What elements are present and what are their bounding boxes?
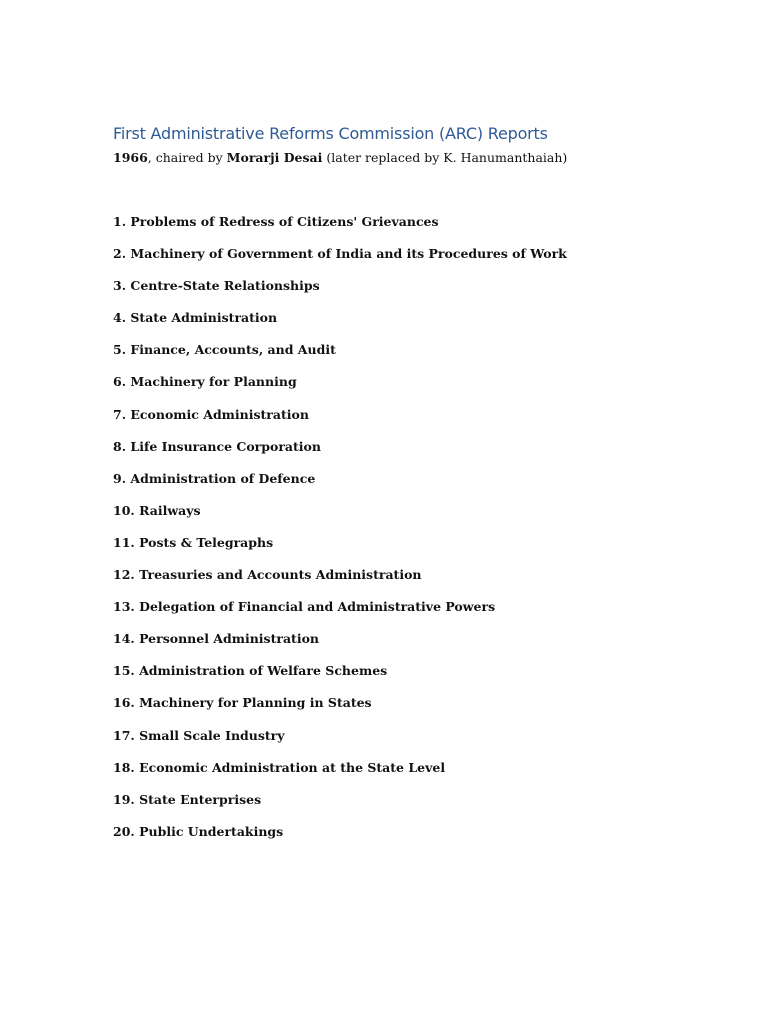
report-item: 17. Small Scale Industry [113, 727, 285, 743]
report-item: 3. Centre-State Relationships [113, 278, 320, 294]
report-item: 7. Economic Administration [113, 406, 309, 422]
subtitle-text-chaired: , chaired by [147, 150, 227, 165]
report-item: 9. Administration of Defence [113, 470, 316, 486]
report-item: 12. Treasuries and Accounts Administration [113, 567, 422, 583]
report-item: 5. Finance, Accounts, and Audit [113, 342, 336, 358]
report-item: 6. Machinery for Planning [113, 374, 297, 390]
report-item: 14. Personnel Administration [113, 631, 319, 647]
report-item: 18. Economic Administration at the State Level [113, 759, 446, 775]
report-item: 19. State Enterprises [113, 791, 262, 807]
document-subtitle [113, 150, 567, 165]
subtitle-year: 1966 [113, 150, 148, 165]
subtitle-text-replaced: (later replaced by K. Hanumanthaiah) [322, 150, 568, 165]
report-item: 2. Machinery of Government of India and its Procedures of Work [113, 246, 567, 262]
subtitle-chair-name: Morarji Desai [226, 150, 323, 165]
report-item: 10. Railways [113, 502, 201, 518]
document-title: First Administrative Reforms Commission (ARC) Reports [113, 124, 548, 143]
report-item: 20. Public Undertakings [113, 823, 284, 839]
report-item: 4. State Administration [113, 310, 278, 326]
report-item: 1. Problems of Redress of Citizens' Grievances [113, 214, 439, 229]
report-item: 11. Posts & Telegraphs [113, 534, 274, 550]
report-item: 15. Administration of Welfare Schemes [113, 663, 388, 679]
report-list [113, 212, 567, 854]
report-item: 13. Delegation of Financial and Administrative Powers [113, 599, 496, 615]
report-item: 8. Life Insurance Corporation [113, 438, 321, 454]
report-item: 16. Machinery for Planning in States [113, 695, 372, 711]
